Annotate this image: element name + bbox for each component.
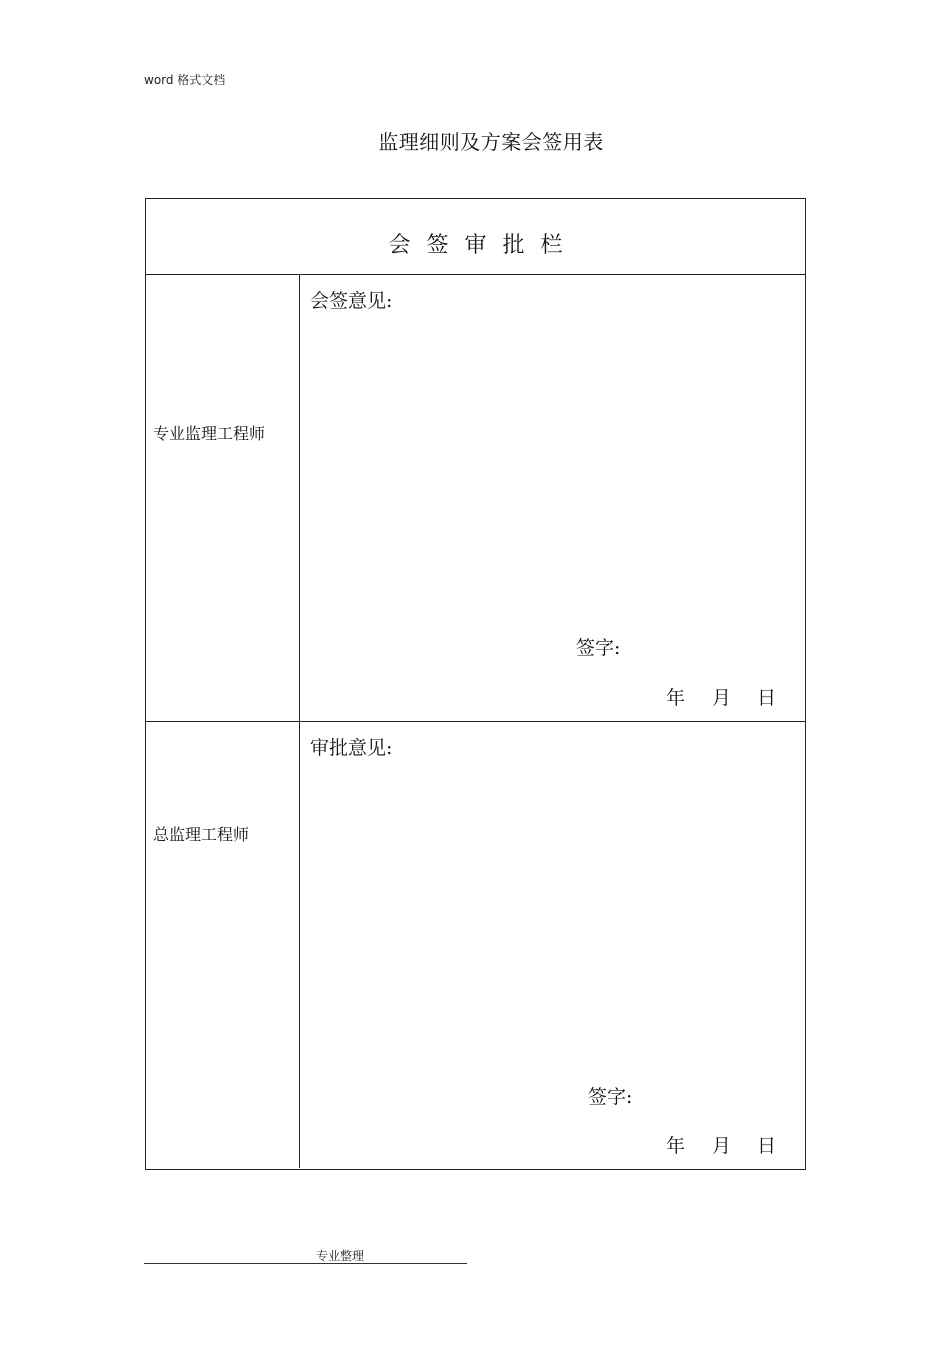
header-note: word 格式文档 bbox=[144, 73, 226, 87]
table-row-professional-supervisor bbox=[146, 275, 805, 722]
opinion-label: 会签意见: bbox=[310, 290, 393, 312]
opinion-field[interactable] bbox=[300, 275, 805, 721]
footer-divider bbox=[144, 1263, 467, 1264]
section-header-title: 会签审批栏 bbox=[388, 233, 579, 258]
signature-label: 签字: bbox=[576, 637, 621, 659]
role-label: 专业监理工程师 bbox=[153, 424, 266, 443]
date-year-label: 年 bbox=[666, 687, 686, 709]
opinion-label: 审批意见: bbox=[310, 737, 393, 759]
section-header-row bbox=[146, 199, 805, 275]
date-day-label: 日 bbox=[757, 687, 777, 709]
role-cell bbox=[146, 722, 300, 1168]
opinion-field[interactable] bbox=[300, 722, 805, 1168]
date-year-label: 年 bbox=[666, 1135, 686, 1157]
signature-label: 签字: bbox=[588, 1086, 633, 1108]
date-day-label: 日 bbox=[757, 1135, 777, 1157]
table-row-chief-supervisor bbox=[146, 722, 805, 1168]
role-cell bbox=[146, 275, 300, 721]
footer-text: 专业整理 bbox=[316, 1249, 365, 1263]
document-title: 监理细则及方案会签用表 bbox=[378, 130, 604, 154]
role-label: 总监理工程师 bbox=[153, 825, 250, 844]
sign-off-table bbox=[145, 198, 806, 1170]
date-month-label: 月 bbox=[712, 1135, 732, 1157]
date-month-label: 月 bbox=[712, 687, 732, 709]
